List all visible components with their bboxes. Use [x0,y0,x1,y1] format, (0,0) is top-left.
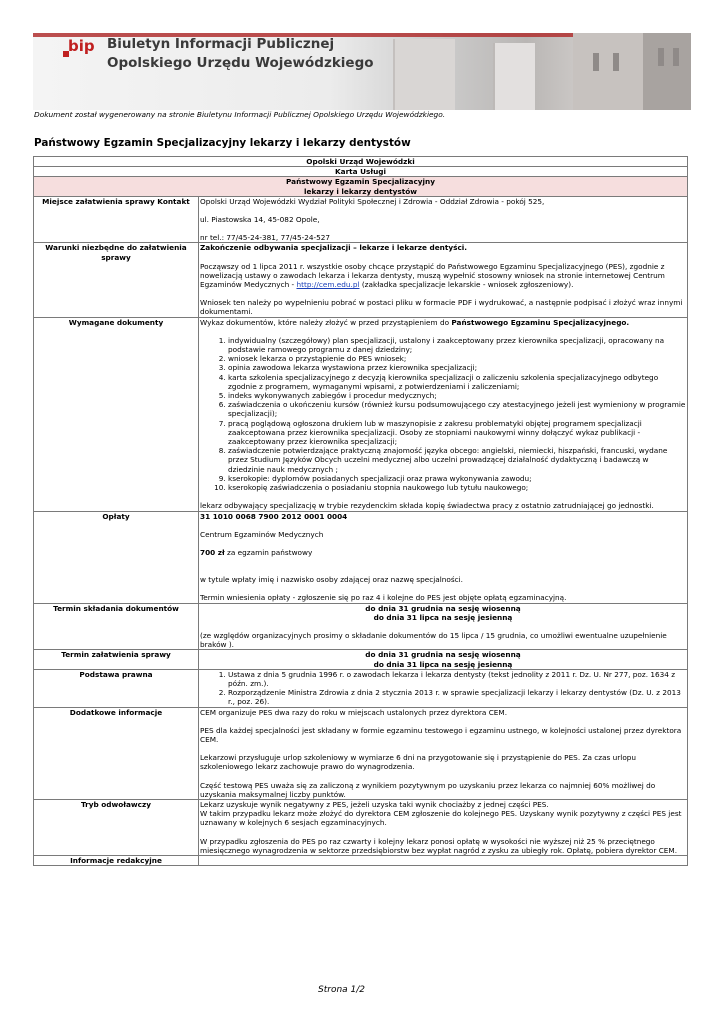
info-paragraph: Lekarzowi przysługuje urlop szkoleniowy w wymiarze 6 dni na przygotowanie się i przystąpienie do PES. Za czas urlopu szkoleniowego lekarz zachowuje prawo do wynagrodzenia. [200,753,637,772]
row-label-dokumenty: Wymagane dokumenty [34,317,199,511]
info-paragraph: CEM organizuje PES dwa razy do roku w miejscach ustalonych przez dyrektora CEM. [200,707,508,717]
banner-window [673,48,679,66]
list-item: 6. zaświadczenia o ukończeniu kursów (również kursu podsumowującego czy atestacyjnego jeżeli jest wymieniony w programie specjalizacji); [228,400,686,418]
row-value-tryb [199,799,688,855]
card-office: Opolski Urząd Wojewódzki [34,157,688,167]
banner-window [658,48,664,66]
row-value-warunki [199,243,688,317]
banner-title-line2: Opolskiego Urzędu Wojewódzkiego [107,55,374,71]
card-label: Karta Usługi [34,167,688,177]
row-value-oplaty [199,511,688,603]
row-label-podstawa: Podstawa prawna [34,669,199,707]
table-row [34,669,688,707]
payment-title-note: w tytule wpłaty imię i nazwisko osoby zdającej oraz nazwę specjalności. [200,575,464,585]
list-item: 3. opinia zawodowa lekarza wystawiona przez kierownika specjalizacji; [228,363,686,372]
row-value-podstawa [199,669,688,707]
row-value-termin-skladania [199,603,688,650]
table-row [34,855,688,865]
page-number: Strona 1/2 [318,985,366,995]
banner-title-line1: Biuletyn Informacji Publicznej [107,36,335,52]
amount-suffix: za egzamin państwowy [224,547,313,557]
banner-building-image [493,43,535,110]
list-item: 1. Ustawa z dnia 5 grudnia 1996 r. o zawodach lekarza i lekarza dentysty (tekst jednolity z 2011 r. Dz. U. Nr 277, poz. 1634 z późn. zm.). [228,670,686,688]
row-label-tryb: Tryb odwoławczy [34,799,199,855]
list-item: 8. zaświadczenie potwierdzające praktyczną znajomość języka obcego: angielski, niemiecki, hiszpański, francuski, wydane przez Studium Języków Obcych uczelni medycznej albo uczelni prowadzącej działalność dydaktyczną i badawczą w dziedzinie nauk medycznych ; [228,446,686,474]
resolution-spring: do dnia 31 grudnia na sesję wiosenną [365,650,521,660]
deadline-spring: do dnia 31 grudnia na sesję wiosenną [365,603,521,613]
bank-account-number: 31 1010 0068 7900 2012 0001 0004 [200,511,348,521]
row-value-dokumenty [199,317,688,511]
row-value-redakcyjne [199,855,688,865]
banner-building-image [643,33,691,110]
row-label-dodatkowe: Dodatkowe informacje [34,707,199,799]
table-row [34,511,688,603]
resolution-autumn: do dnia 31 lipca na sesję jesienną [373,659,513,669]
list-item: 9. kserokopie: dyplomów posiadanych specjalizacji oraz prawa wykonywania zawodu; [228,474,686,483]
payment-deadline-note: Termin wniesienia opłaty - zgłoszenie się po raz 4 i kolejne do PES jest objęte opłatą egzaminacyjną. [200,593,567,603]
payment-recipient: Centrum Egzaminów Medycznych [200,529,324,539]
phone-text: nr tel.: 77/45-24-381, 77/45-24-527 [200,233,331,243]
row-label-redakcyjne: Informacje redakcyjne [34,855,199,865]
dokumenty-intro [200,318,686,327]
table-row [34,196,688,243]
banner-window [613,53,619,71]
warunki-paragraph [200,262,686,290]
cem-link[interactable]: http://cem.edu.pl [296,280,360,290]
office-address-text: Opolski Urząd Wojewódzki Wydział Polityki Społecznej i Zdrowia - Oddział Zdrowia - pokój 525, [200,196,545,206]
appeal-paragraph: Lekarz uzyskuje wynik negatywny z PES, jeżeli uzyska taki wynik chociażby z jednej części PES. [200,799,549,809]
banner-window [593,53,599,71]
list-item: 1. indywidualny (szczegółowy) plan specjalizacji, ustalony i zaakceptowany przez kierownika specjalizacji, opracowany na podstawie ramowego programu z danej dziedziny; [228,336,686,354]
dokumenty-intro-bold: Państwowego Egzaminu Specjalizacyjnego. [451,317,630,327]
warunki-paragraph-2: Wniosek ten należy po wypełnieniu pobrać w postaci pliku w formacie PDF i wydrukować, a następnie podpisać i złożyć wraz innymi dokumentami. [200,298,683,317]
payment-amount [200,548,686,557]
banner-building-image [573,33,643,110]
warunki-text: Począwszy od 1 lipca 2011 r. wszystkie osoby chcące przystąpić do Państwowego Egzaminu Specjalizacyjnego (PES), zgodnie z nowelizacją ustawy o zawodach lekarza i lekarza dentysty, muszą wypełnić stosowny wniosek na stronie internetowej Centrum Egzaminów Medycznych - [200,261,665,290]
info-paragraph: Część testową PES uważa się za zaliczoną z wynikiem pozytywnym po uzyskaniu przez lekarza co najmniej 60% możliwej do uzyskania maksymalnej liczby punktów. [200,780,656,799]
bip-header-banner [33,33,691,110]
warunki-text: (zakładka specjalizacje lekarskie - wniosek zgłoszeniowy). [359,280,574,290]
street-address-text: ul. Piastowska 14, 45-082 Opole, [200,215,320,225]
dokumenty-intro-text: Wykaz dokumentów, które należy złożyć w przed przystąpieniem do [200,317,452,327]
list-item: 4. karta szkolenia specjalizacyjnego z decyzją kierownika specjalizacji o zaliczeniu szkolenia specjalizacyjnego odbytego zgodnie z programem, wymaganymi wpisami, z potwierdzeniami i zaliczeniami; [228,373,686,391]
list-item: 2. wniosek lekarza o przystąpienie do PES wniosek; [228,354,686,363]
appeal-paragraph: W takim przypadku lekarz może złożyć do dyrektora CEM zgłoszenie do kolejnego PES. Uzyskany wynik pozytywny z części PES jest uznawany w kolejnych 6 sesjach egzaminacyjnych. [200,809,682,828]
row-label-oplaty: Opłaty [34,511,199,603]
card-service-line1: Państwowy Egzamin Specjalizacyjny [286,177,435,187]
bip-logo-text: bip [68,37,95,55]
table-row [34,243,688,317]
row-label-termin-skladania: Termin składania dokumentów [34,603,199,650]
deadline-note: (ze względów organizacyjnych prosimy o składanie dokumentów do 15 lipca / 15 grudnia, co umożliwi ewentualne uzupełnienie braków ). [200,630,667,650]
list-item: 10. kserokopię zaświadczenia o posiadaniu stopnia naukowego lub tytułu naukowego; [228,483,686,492]
generated-note: Dokument został wygenerowany na stronie Biuletynu Informacji Publicznej Opolskiego Urzędu Wojewódzkiego. [34,110,446,119]
table-row [34,799,688,855]
card-service-line2: lekarzy i lekarzy dentystów [304,186,417,196]
service-card-table [33,156,688,866]
row-value-termin-zalatwienia [199,650,688,669]
list-item: 2. Rozporządzenie Ministra Zdrowia z dnia 2 stycznia 2013 r. w sprawie specjalizacji lekarzy i lekarzy dentystów (Dz. U. z 2013 r., poz. 26). [228,688,686,706]
amount-value: 700 zł [200,547,225,557]
row-label-warunki: Warunki niezbędne do załatwienia sprawy [34,243,199,317]
appeal-paragraph: W przypadku zgłoszenia do PES po raz czwarty i kolejny lekarz ponosi opłatę w wysokości nie wyższej niż 25 % przeciętnego miesięcznego wynagrodzenia w sektorze przedsiębiorstw bez wypłat nagród z zysku za ubiegły rok. Opłatę, pobiera dyrektor CEM. [200,836,678,855]
dokumenty-outro: lekarz odbywający specjalizację w trybie rezydenckim składa kopię świadectwa pracy z ostatnio zatrudniającej go jednostki. [200,501,654,511]
list-item: 7. pracą poglądową ogłoszona drukiem lub w maszynopisie z zakresu problematyki objętej programem specjalizacji zaakceptowana przez kierownika specjalizacji. Osoby ze stopniami naukowymi winny dołączyć wykaz publikacji - zaakceptowany przez kierownika specjalizacji; [228,419,686,447]
table-row [34,603,688,650]
documents-list [200,336,686,492]
row-value-dodatkowe [199,707,688,799]
table-row [34,317,688,511]
legal-basis-list [200,670,686,707]
row-value-miejsce [199,196,688,243]
row-label-miejsce: Miejsce załatwienia sprawy Kontakt [34,196,199,243]
banner-building-image [393,39,455,110]
warunki-heading: Zakończenie odbywania specjalizacji – lekarze i lekarze dentyści. [200,243,468,253]
table-row [34,707,688,799]
page-title: Państwowy Egzamin Specjalizacyjny lekarzy i lekarzy dentystów [34,137,411,149]
list-item: 5. indeks wykonywanych zabiegów i procedur medycznych; [228,391,686,400]
row-label-termin-zalatwienia: Termin załatwienia sprawy [34,650,199,669]
info-paragraph: PES dla każdej specjalności jest składany w formie egzaminu testowego i egzaminu ustnego, w kolejności ustalonej przez dyrektora CEM. [200,725,682,744]
card-service-name [34,177,688,196]
table-row [34,650,688,669]
deadline-autumn: do dnia 31 lipca na sesję jesienną [373,612,513,622]
